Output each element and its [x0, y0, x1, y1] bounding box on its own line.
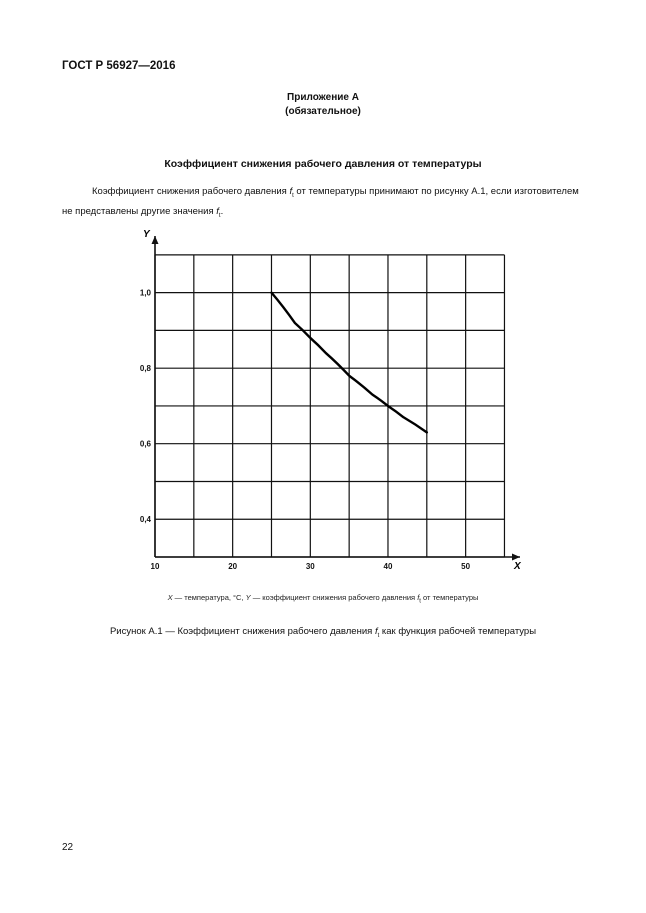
caption-text: — коэффициент снижения рабочего давления: [250, 593, 418, 602]
figure-subscript: t: [377, 632, 380, 639]
page-number: 22: [62, 842, 74, 853]
x-tick-label: 40: [383, 562, 393, 571]
caption-x-symbol: X: [167, 593, 173, 602]
paragraph-text: от температуры принимают по рисунку А.1, если изготовителем: [293, 186, 579, 197]
y-axis-arrow: [152, 236, 159, 244]
paragraph-subscript: t: [218, 212, 221, 219]
caption-y-symbol: Y: [245, 593, 251, 602]
y-axis-label: Y: [143, 229, 150, 240]
x-axis-arrow: [512, 554, 520, 561]
caption-subscript: t: [419, 598, 421, 605]
chart-caption: [0, 593, 646, 605]
x-axis-label: X: [514, 561, 521, 572]
paragraph-text: Коэффициент снижения рабочего давления: [92, 186, 290, 197]
y-tick-label: 0,6: [139, 439, 151, 449]
paragraph-subscript: t: [292, 192, 294, 199]
y-tick-label: 1,0: [139, 288, 151, 298]
appendix-subtitle: (обязательное): [285, 106, 361, 117]
paragraph-symbol: f: [216, 205, 219, 217]
x-tick-label: 30: [305, 562, 315, 571]
figure-label: Рисунок А.1 — Коэффициент снижения рабочего давления: [109, 626, 375, 637]
caption-text: от температуры: [420, 593, 479, 602]
x-tick-label: 50: [461, 562, 471, 571]
x-tick-label: 10: [150, 562, 160, 571]
x-tick-label: 20: [228, 562, 238, 571]
figure-symbol: f: [374, 626, 378, 637]
caption-f-symbol: f: [417, 593, 420, 602]
paragraph-text: .: [220, 205, 224, 217]
y-tick-label: 0,8: [139, 364, 151, 374]
document-header: ГОСТ Р 56927—2016: [62, 60, 176, 72]
paragraph-symbol: f: [289, 186, 293, 197]
appendix-title: Приложение А: [287, 92, 359, 103]
paragraph-text: не представлены другие значения: [62, 205, 217, 217]
caption-text: — температура, °С,: [172, 593, 246, 602]
section-title: Коэффициент снижения рабочего давления от температуры: [164, 158, 482, 170]
figure-caption: [0, 626, 646, 639]
y-tick-label: 0,4: [139, 515, 151, 525]
figure-tail: как функция рабочей температуры: [379, 626, 537, 637]
